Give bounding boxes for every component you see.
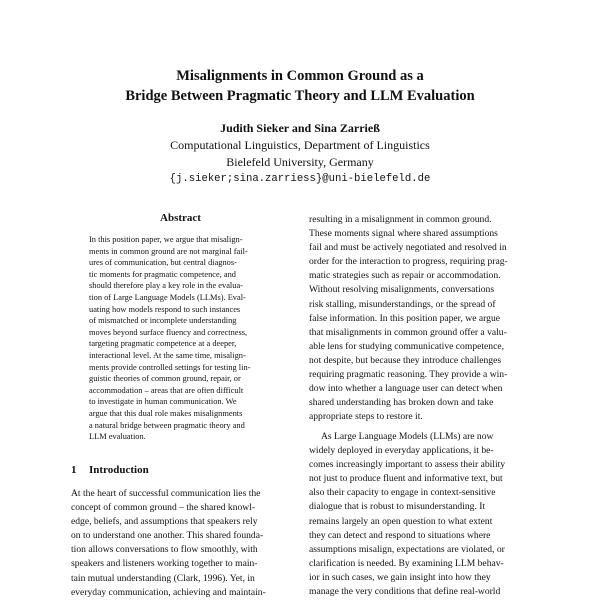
- introduction-text: [71, 487, 290, 600]
- body-line: matic strategies such as repair or accommodation.: [309, 270, 501, 282]
- body-line: clarification is needed. By examining LLM behav-: [309, 557, 504, 569]
- abstract-line: LLM evaluation.: [89, 432, 146, 442]
- abstract-line: targeting pragmatic competence at a deeper,: [89, 339, 237, 349]
- abstract-heading: Abstract: [160, 212, 201, 224]
- right-column-paragraph-1: [309, 213, 535, 424]
- title-line-1: Misalignments in Common Ground as a: [176, 68, 424, 84]
- body-line: not just to produce fluent and informative text, but: [309, 473, 503, 485]
- section-title: Introduction: [89, 464, 149, 476]
- abstract-line: ures of communication, but central diagnos-: [89, 258, 237, 268]
- abstract-line: guistic theories of common ground, repair, or: [89, 374, 241, 384]
- author-names: Judith Sieker and Sina Zarrieß: [220, 121, 380, 135]
- abstract-line: uating how models respond to such instances: [89, 304, 241, 314]
- abstract-line: a natural bridge between pragmatic theory and: [89, 420, 245, 430]
- body-line: appropriate steps to restore it.: [309, 411, 423, 423]
- body-line: false information. In this position paper, we argue: [309, 312, 500, 324]
- author-university: Bielefeld University, Germany: [226, 155, 374, 169]
- left-column: [71, 210, 290, 443]
- paper-title: [0, 66, 600, 106]
- body-line: ior in such cases, we gain insight into how they: [309, 571, 491, 583]
- intro-line: At the heart of successful communication lies the: [71, 488, 261, 499]
- body-line: that misalignments in common ground offer a valu-: [309, 326, 507, 338]
- body-line: These moments signal where shared assumptions: [309, 228, 498, 240]
- right-column-paragraph-2: [309, 430, 535, 599]
- body-line: they can detect and respond to situations where: [309, 529, 491, 541]
- body-line: able lens for studying communicative competence,: [309, 340, 505, 352]
- body-line: resulting in a misalignment in common ground.: [309, 214, 492, 225]
- body-line: risk stalling, misunderstandings, or the spread of: [309, 298, 496, 310]
- intro-line: speakers and listeners working together to main-: [71, 558, 258, 570]
- body-line: assumptions misalign, expectations are violated, or: [309, 543, 505, 555]
- intro-line: tain mutual understanding (Clark, 1996). Yet, in: [71, 572, 255, 584]
- body-line: widely deployed in everyday applications, it be-: [309, 445, 494, 457]
- abstract-line: moves beyond surface fluency and correctness,: [89, 327, 248, 337]
- body-line: dialogue that is robust to misunderstanding. It: [309, 501, 486, 513]
- body-line: dow into whether a language user can detect when: [309, 383, 503, 395]
- intro-line: on to understand one another. This shared founda-: [71, 530, 264, 542]
- abstract-line: argue that this dual role makes misalignments: [89, 408, 243, 418]
- body-line: Without resolving misalignments, conversations: [309, 284, 495, 296]
- author-block: [0, 120, 600, 188]
- body-line: not despite, but because they introduce challenges: [309, 354, 502, 366]
- abstract-text: [89, 234, 279, 443]
- intro-line: concept of common ground – the shared knowl-: [71, 502, 256, 514]
- body-line: order for the interaction to progress, requiring prag-: [309, 256, 508, 268]
- body-line: fail and must be actively negotiated and resolved in: [309, 242, 507, 254]
- body-line: also their capacity to engage in context-sensitive: [309, 487, 496, 499]
- abstract-line: In this position paper, we argue that misalign-: [89, 235, 243, 244]
- introduction-heading: [71, 463, 149, 477]
- author-affiliation: Computational Linguistics, Department of Linguistics: [170, 138, 430, 152]
- intro-line: everyday communication, achieving and maintain-: [71, 586, 266, 598]
- body-line: manage the very conditions that define real-world: [309, 586, 501, 598]
- abstract-line: of mismatched or incomplete understanding: [89, 316, 237, 326]
- abstract-line: to investigate in human communication. We: [89, 397, 237, 407]
- title-line-2: Bridge Between Pragmatic Theory and LLM Evaluation: [125, 88, 475, 104]
- intro-line: edge, beliefs, and assumptions that speakers rely: [71, 516, 258, 528]
- abstract-line: accommodation – areas that are often difficult: [89, 385, 244, 395]
- author-email: {j.sieker;sina.zarriess}@uni-bielefeld.de: [169, 173, 431, 185]
- intro-line: tion allows conversations to flow smoothly, with: [71, 544, 258, 556]
- abstract-line: ments provide controlled settings for testing lin-: [89, 362, 251, 372]
- abstract-line: interactional level. At the same time, misalign-: [89, 350, 246, 360]
- body-line: comes increasingly important to assess their ability: [309, 459, 506, 471]
- body-line: As Large Language Models (LLMs) are now: [321, 431, 494, 442]
- section-number: 1: [71, 464, 77, 476]
- abstract-line: tion of Large Language Models (LLMs). Eval-: [89, 292, 246, 302]
- abstract-line: ments in common ground are not marginal fail-: [89, 246, 248, 256]
- body-line: requiring pragmatic reasoning. They provide a win-: [309, 369, 508, 381]
- abstract-line: should therefore play a key role in the evalua-: [89, 281, 243, 291]
- body-line: shared understanding has broken down and take: [309, 397, 494, 409]
- body-line: remains largely an open question to what extent: [309, 515, 493, 527]
- abstract-line: tic moments for pragmatic competence, and: [89, 269, 236, 279]
